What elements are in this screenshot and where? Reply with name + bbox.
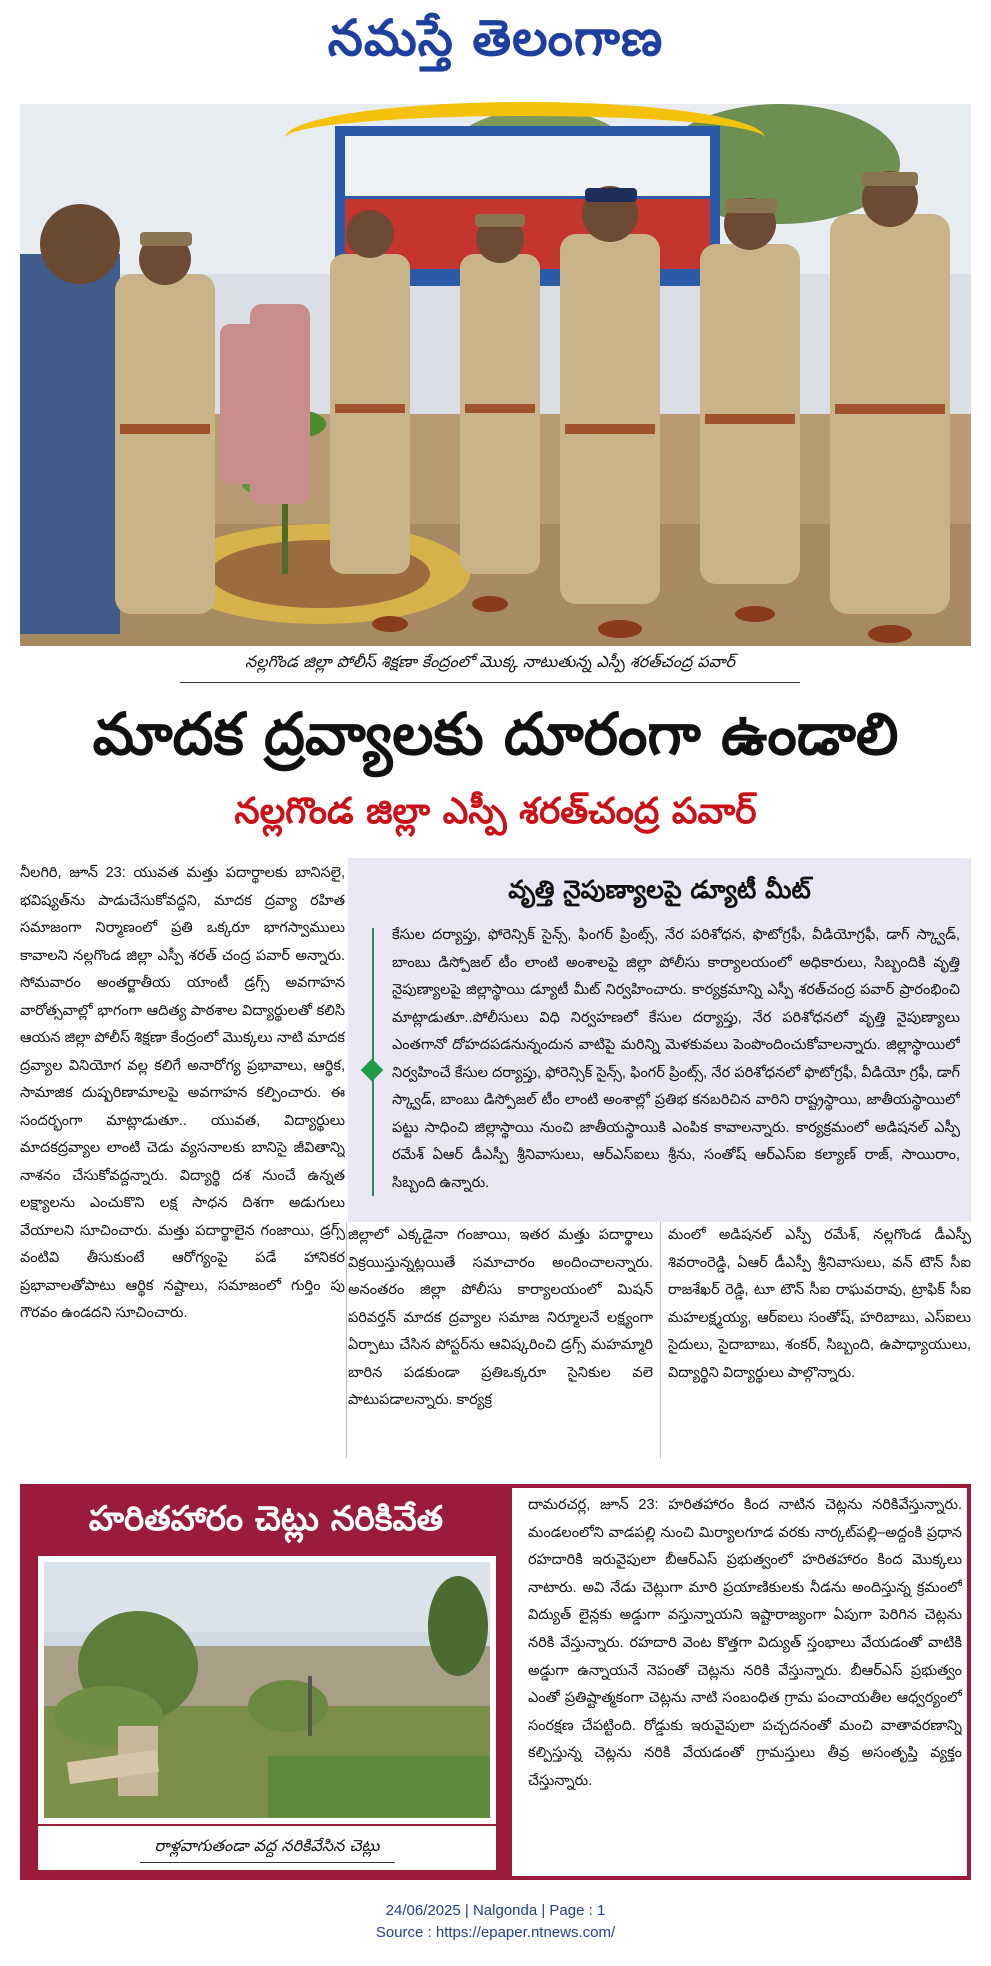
caption-divider [180,682,800,683]
inset-title: వృత్తి నైపుణ్యాలపై డ్యూటీ మీట్‌ [508,875,811,904]
haritha-title: హరితహారం చెట్లు నరికివేత [88,1499,444,1539]
haritha-body: దామరచర్ల, జూన్‌ 23: హరితహారం కింద నాటిన చెట్లను నరికివేస్తున్నారు. మండలంలోని వాడపల్లి నుంచి మిర్యాలగూడ వరకు నార్కట్‌పల్లి–అద్దంకి ప్రధాన రహదారికి ఇరువైపులా బీఆర్‌ఎస్‌ ప్రభుత్వంలో హరితహారం కింద మొక్కలు నాటారు. అవి నేడు చెట్లుగా మారి ప్రయాణికులకు నీడను అందిస్తున్న క్రమంలో విద్యుత్‌ లైన్లకు అడ్డుగా వస్తున్నాయని ఇష్టారాజ్యంగా ఏపుగా పెరిగిన చెట్లను నరికి వేస్తున్నారు. రహదారి వెంట కొత్తగా విద్యుత్‌ స్తంభాలు వేయడంతో వాటికి అడ్డుగా ఉన్నాయనే నెపంతో చెట్లను నరికి వేస్తున్నారు. బీఆర్‌ఎస్‌ ప్రభుత్వం ఎంతో ప్రతిష్టాత్మకంగా చెట్లను నాటి సంబంధిత గ్రామ పంచాయతీల ఆధ్వర్యంలో సంరక్షణ చేపట్టింది. రోడ్డుకు ఇరువైపులా పచ్చదనంతో మంచి వాతావరణాన్ని కల్పిస్తున్న చెట్లను నరికి వేయడంతో గ్రామస్తులు తీవ్ర అసంతృప్తి వ్యక్తం చేస్తున్నారు. [528,1497,962,1789]
column-divider [660,1222,661,1458]
newspaper-title: నమస్తే తెలంగాణ [327,8,664,67]
haritha-photo-caption: రాళ్లవాగుతండా వద్ద నరికివేసిన చెట్లు [154,1836,380,1855]
page-footer [0,1900,991,1956]
photo-caption: నల్లగొండ జిల్లా పోలీస్‌ శిక్షణా కేంద్రంలో మొక్క నాటుతున్న ఎస్పీ శరత్‌చంద్ర పవార్ [245,652,735,671]
lead-photo [20,104,971,646]
inset-body: కేసుల దర్యాప్తు, ఫోరెన్సిక్‌ సైన్స్‌, ఫింగర్‌ ప్రింట్స్‌, నేర పరిశోధన, ఫొటోగ్రఫీ, వీడియోగ్రఫీ, డాగ్‌ స్క్వాడ్‌, బాంబు డిస్పోజల్‌ టీం లాంటి అంశాలపై జిల్లా పోలీసు కార్యాలయంలో అధికారులు, సిబ్బందికి వృత్తి నైపుణ్యాలపై జిల్లాస్థాయి డ్యూటీ మీట్‌ నిర్వహించారు. కార్యక్రమాన్ని ఎస్పీ శరత్‌చంద్ర పవార్‌ ప్రారంభించి మాట్లాడుతూ..పోలీసులు విధి నిర్వహణలో కేసుల దర్యాప్తు, నేర పరిశోధనలో వృత్తి నైపుణ్యాలు ఎంతగానో దోహదపడనున్నందున వాటిపై మరిన్ని మెళకువలు పెంపొందించుకోవాలన్నారు. జిల్లాస్థాయిలో నిర్వహించే కేసుల దర్యాప్తు, ఫోరెన్సిక్‌ సైన్స్‌, ఫింగర్‌ ప్రింట్స్‌, నేర పరిశోధనలో ఫొటోగ్రఫీ, వీడియో గ్రఫీ, డాగ్‌ స్క్వాడ్‌, బాంబు డిస్పోజల్‌ టీం లాంటి అంశాల్లో ప్రతిభ కనబరిచిన వారిని రాష్ట్రస్థాయి, జాతీయస్థాయిలో పట్టు సాధించి జిల్లాస్థాయి నుంచి జాతీయస్థాయికి ఎంపిక కావాలన్నారు. కార్యక్రమంలో అడిషనల్‌ ఎస్పీ రమేశ్‌ ఏఆర్‌ డీఎస్పీ శ్రీనివాసులు, ఆర్‌ఎస్‌ఐలు శ్రీను, సంతోష్‌ ఆర్‌ఎస్‌ఐ కల్యాణ్‌ రాజ్‌, సాయిరాం, సిబ్బంది ఉన్నారు. [392,927,960,1191]
article-headline: మాదక ద్రవ్యాలకు దూరంగా ఉండాలి [92,700,899,768]
haritha-caption-underline [140,1862,395,1863]
haritha-photo [38,1556,496,1824]
article-subhead: నల్లగొండ జిల్లా ఎస్పీ శరత్‌చంద్ర పవార్ [234,791,757,832]
article-column-3: మంలో అడిషనల్‌ ఎస్పీ రమేశ్‌, నల్లగొండ డీఎస్పీ శివరాంరెడ్డి, ఏఆర్‌ డీఎస్పీ శ్రీనివాసులు, వన్‌ టౌన్‌ సీఐ రాజశేఖర్‌ రెడ్డి, టూ టౌన్‌ సీఐ రాఘవరావు, ట్రాఫిక్‌ సీఐ మహలక్ష్మయ్య, ఆర్‌ఐలు సంతోష్‌, హరిబాబు, ఎస్‌ఐలు సైదులు, సైదాబాబు, శంకర్‌, సిబ్బంది, ఉపాధ్యాయులు, విద్యార్థిని విద్యార్థులు పాల్గొన్నారు. [668,1227,971,1381]
column-divider [346,1222,347,1458]
article-column-1: నీలగిరి, జూన్‌ 23: యువత మత్తు పదార్థాలకు బానిసలై, భవిష్యత్‌ను పాడుచేసుకోవద్దని, మాదక ద్రవ్యా రహిత సమాజంగా నిర్మాణంలో ప్రతి ఒక్కరూ భాగస్వాములు కావాలని నల్లగొండ జిల్లా ఎస్పీ శరత్‌ చంద్ర పవార్‌ అన్నారు. సోమవారం అంతర్జాతీయ యాంటీ డ్రగ్స్‌ అవగాహన వారోత్సవాల్లో భాగంగా ఆదిత్య పాఠశాల విద్యార్థులతో కలిసి ఆయన జిల్లా పోలీస్‌ శిక్షణా కేంద్రంలో మొక్కలు నాటి మాదక ద్రవ్యాల వినియోగ వల్ల కలిగే అనారోగ్య ప్రభావాలు, ఆర్థిక, సామాజిక దుష్పరిణామాలపై అవగాహన కల్పించారు. ఈ సందర్భంగా మాట్లాడుతూ.. యువత, విద్యార్థులు మాదకద్రవ్యాల లాంటి చెడు వ్యసనాలకు బానిసై జీవితాన్ని నాశనం చేసుకోవద్దన్నారు. విద్యార్థి దశ నుంచే ఉన్నత లక్ష్యాలను ఎంచుకొని లక్ష సాధన దిశగా అడుగులు వేయాలని సూచించారు. మత్తు పదార్థాలైన గంజాయి, డ్రగ్స్‌ వంటివి తీసుకుంటే ఆరోగ్యంపై పడే హానికర ప్రభావాలతోపాటు ఆర్థిక నష్టాలు, సమాజంలో గుర్తిం పు గౌరవం ఉండదని సూచించారు. [20,865,345,1321]
masthead [0,0,991,80]
footer-source-link[interactable]: Source : https://epaper.ntnews.com/ [375,1924,616,1941]
article-column-2: జిల్లాలో ఎక్కడైనా గంజాయి, ఇతర మత్తు పదార్థాలు విక్రయిస్తున్నట్లయితే సమాచారం అందించాలన్నారు. అనంతరం జిల్లా పోలీసు కార్యాలయంలో మిషన్‌ పరివర్తన్‌ మాదక ద్రవ్యాల సమాజ నిర్మూలనే లక్ష్యంగా ఏర్పాటు చేసిన పోస్టర్‌ను ఆవిష్కరించి డ్రగ్స్‌ మహమ్మారి బారిన పడకుండా ప్రతిఒక్కరూ సైనికుల వలె పాటుపడాలన్నారు. కార్యక్ర [348,1227,653,1408]
footer-edition-line: 24/06/2025 | Nalgonda | Page : 1 [385,1902,606,1919]
